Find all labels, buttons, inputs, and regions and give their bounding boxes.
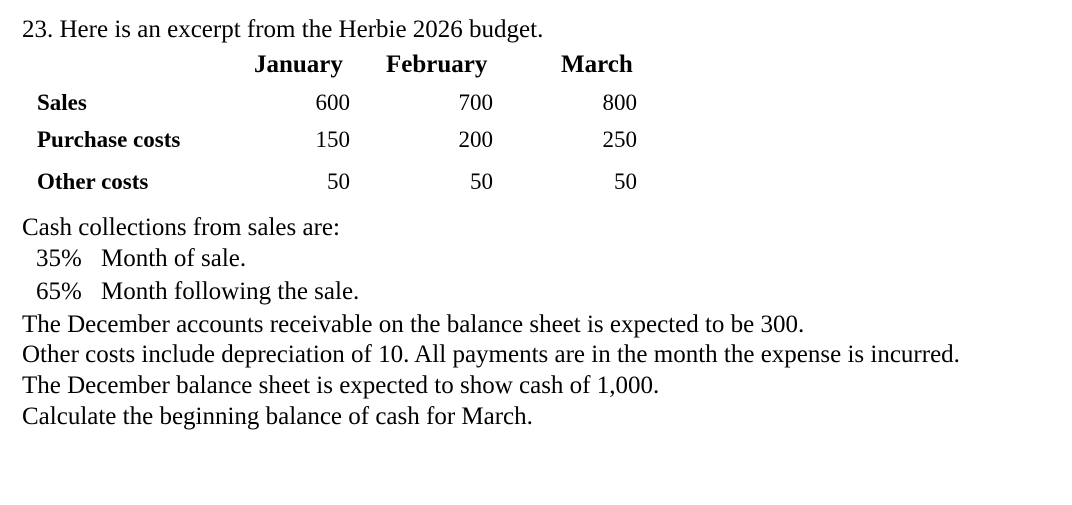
column-header-january: January — [254, 51, 343, 78]
note-other-costs: Other costs include depreciation of 10. All payments are in the month the expense is incurred. — [22, 341, 960, 368]
collection-item-text: Month of sale. — [101, 245, 247, 272]
cell-purchase-march: 250 — [602, 127, 637, 152]
cell-other-january: 50 — [327, 169, 350, 194]
note-instruction: Calculate the beginning balance of cash for March. — [22, 403, 533, 430]
row-label-purchase-costs: Purchase costs — [37, 127, 181, 152]
collection-item-pct: 35% — [36, 245, 82, 272]
cell-sales-march: 800 — [602, 90, 637, 115]
cell-purchase-february: 200 — [458, 127, 493, 152]
cell-purchase-january: 150 — [315, 127, 350, 152]
question-title: 23. Here is an excerpt from the Herbie 2026 budget. — [22, 16, 544, 43]
cell-other-february: 50 — [470, 169, 493, 194]
note-cash: The December balance sheet is expected to show cash of 1,000. — [22, 372, 660, 399]
collection-item-pct: 65% — [36, 278, 82, 305]
collection-item-text: Month following the sale. — [101, 278, 360, 305]
note-receivable: The December accounts receivable on the balance sheet is expected to be 300. — [22, 311, 805, 338]
column-header-march: March — [561, 51, 633, 78]
cell-sales-february: 700 — [458, 90, 493, 115]
row-label-sales: Sales — [37, 90, 87, 115]
row-label-other-costs: Other costs — [37, 169, 149, 194]
column-header-february: February — [386, 51, 488, 78]
cell-sales-january: 600 — [315, 90, 350, 115]
collections-intro: Cash collections from sales are: — [22, 214, 340, 241]
cell-other-march: 50 — [614, 169, 637, 194]
